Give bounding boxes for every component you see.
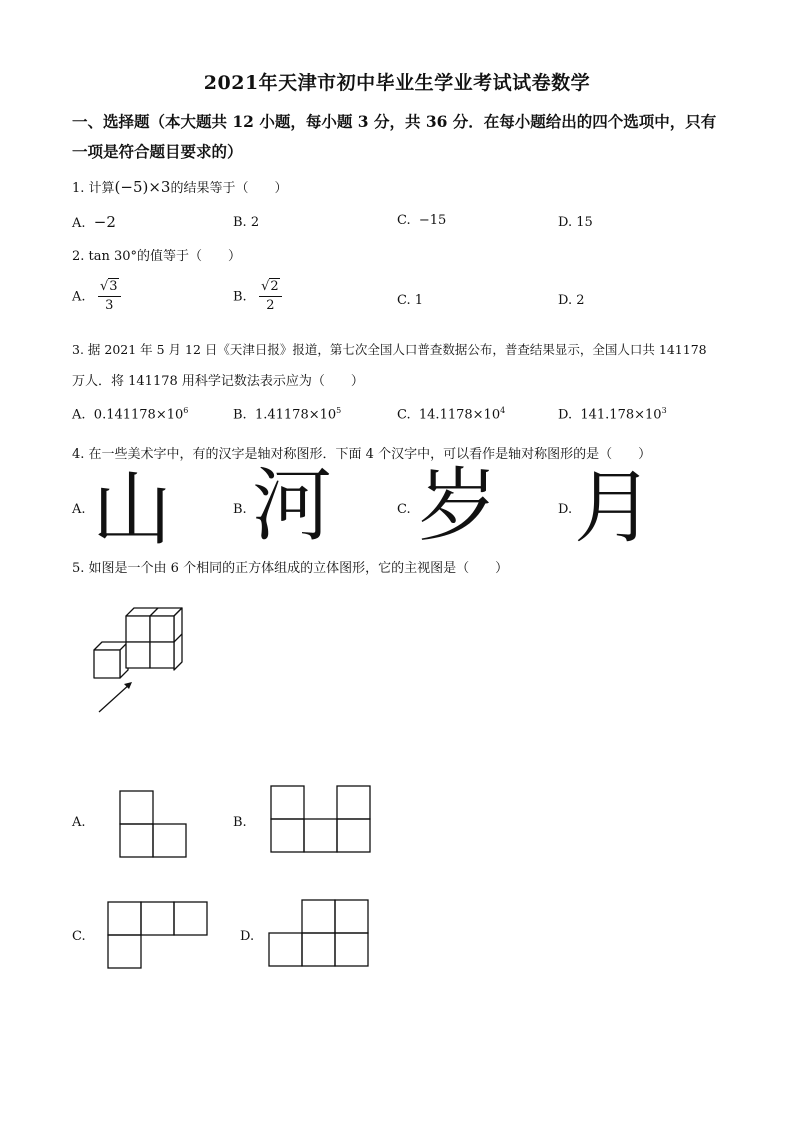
q3-option-c[interactable]: C. $14.1178\times 10^4$ <box>397 406 506 423</box>
question-2-stem: 2. tan 30°的值等于（ ） <box>72 249 242 264</box>
q2-option-a[interactable]: A. $\frac{√3}{3}$ <box>72 280 121 314</box>
cube-solid-figure <box>90 602 190 718</box>
q3-option-b[interactable]: B. $1.41178\times 10^5$ <box>233 406 342 423</box>
q3-option-a[interactable]: A. $0.141178\times 10^6$ <box>72 406 189 423</box>
q2-option-c[interactable]: C. 1 <box>397 293 424 308</box>
q1-prefix: 1. 计算 <box>72 181 115 196</box>
q5-option-c-figure[interactable] <box>107 901 208 969</box>
q5-option-b-figure[interactable] <box>270 785 371 853</box>
q5-option-b-label[interactable]: B. <box>233 815 247 830</box>
question-4-stem: 4. 在一些美术字中，有的汉字是轴对称图形．下面 4 个汉字中，可以看作是轴对称图形的是（ ） <box>72 447 652 462</box>
q1-suffix: 的结果等于（ ） <box>170 181 288 196</box>
question-5-stem: 5. 如图是一个由 6 个相同的正方体组成的立体图形，它的主视图是（ ） <box>72 561 509 576</box>
q2-option-b-fraction: $\frac{√2}{2}$ <box>259 280 282 314</box>
q5-option-a-figure[interactable] <box>119 790 187 858</box>
q5-option-d-label[interactable]: D. <box>240 929 255 944</box>
q4-option-a-label[interactable]: A. <box>72 502 86 517</box>
q1-option-c[interactable]: C. −15 <box>397 213 447 228</box>
q4-option-c-label[interactable]: C. <box>397 502 411 517</box>
q4-option-b-label[interactable]: B. <box>233 502 247 517</box>
q4-option-d-label[interactable]: D. <box>558 502 573 517</box>
question-3-line1: 3. 据 2021 年 5 月 12 日《天津日报》报道，第七次全国人口普查数据公布，普查结果显示，全国人口共 141178 <box>72 342 707 357</box>
q4-option-b-char: 河 <box>252 459 332 552</box>
q5-option-d-figure[interactable] <box>268 899 369 967</box>
question-3-line2: 万人．将 141178 用科学记数法表示应为（ ） <box>72 374 364 389</box>
q3-option-d[interactable]: D. $141.178\times 10^3$ <box>558 406 667 423</box>
q2-option-a-fraction: $\frac{√3}{3}$ <box>98 280 121 314</box>
section-header-line2: 一项是符合题目要求的） <box>72 142 243 161</box>
q1-option-b[interactable]: B. 2 <box>233 215 260 230</box>
q2-option-b[interactable]: B. $\frac{√2}{2}$ <box>233 280 282 314</box>
section-header-line1: 一、选择题（本大题共 12 小题，每小题 3 分，共 36 分．在每小题给出的四个选项中，只有 <box>72 112 717 131</box>
q5-option-c-label[interactable]: C. <box>72 929 86 944</box>
q5-option-a-label[interactable]: A. <box>72 815 86 830</box>
question-1-stem <box>72 177 288 196</box>
q1-option-d[interactable]: D. 15 <box>558 215 593 230</box>
q4-option-c-char: 岁 <box>418 459 498 552</box>
q2-option-d[interactable]: D. 2 <box>558 293 585 308</box>
q4-option-d-char: 月 <box>574 461 654 554</box>
q1-expression: (−5)×3 <box>114 178 171 196</box>
q1-option-a[interactable]: A. −2 <box>72 213 116 231</box>
exam-title: 2021年天津市初中毕业生学业考试试卷数学 <box>203 72 591 94</box>
q4-option-a-char: 山 <box>92 463 172 556</box>
